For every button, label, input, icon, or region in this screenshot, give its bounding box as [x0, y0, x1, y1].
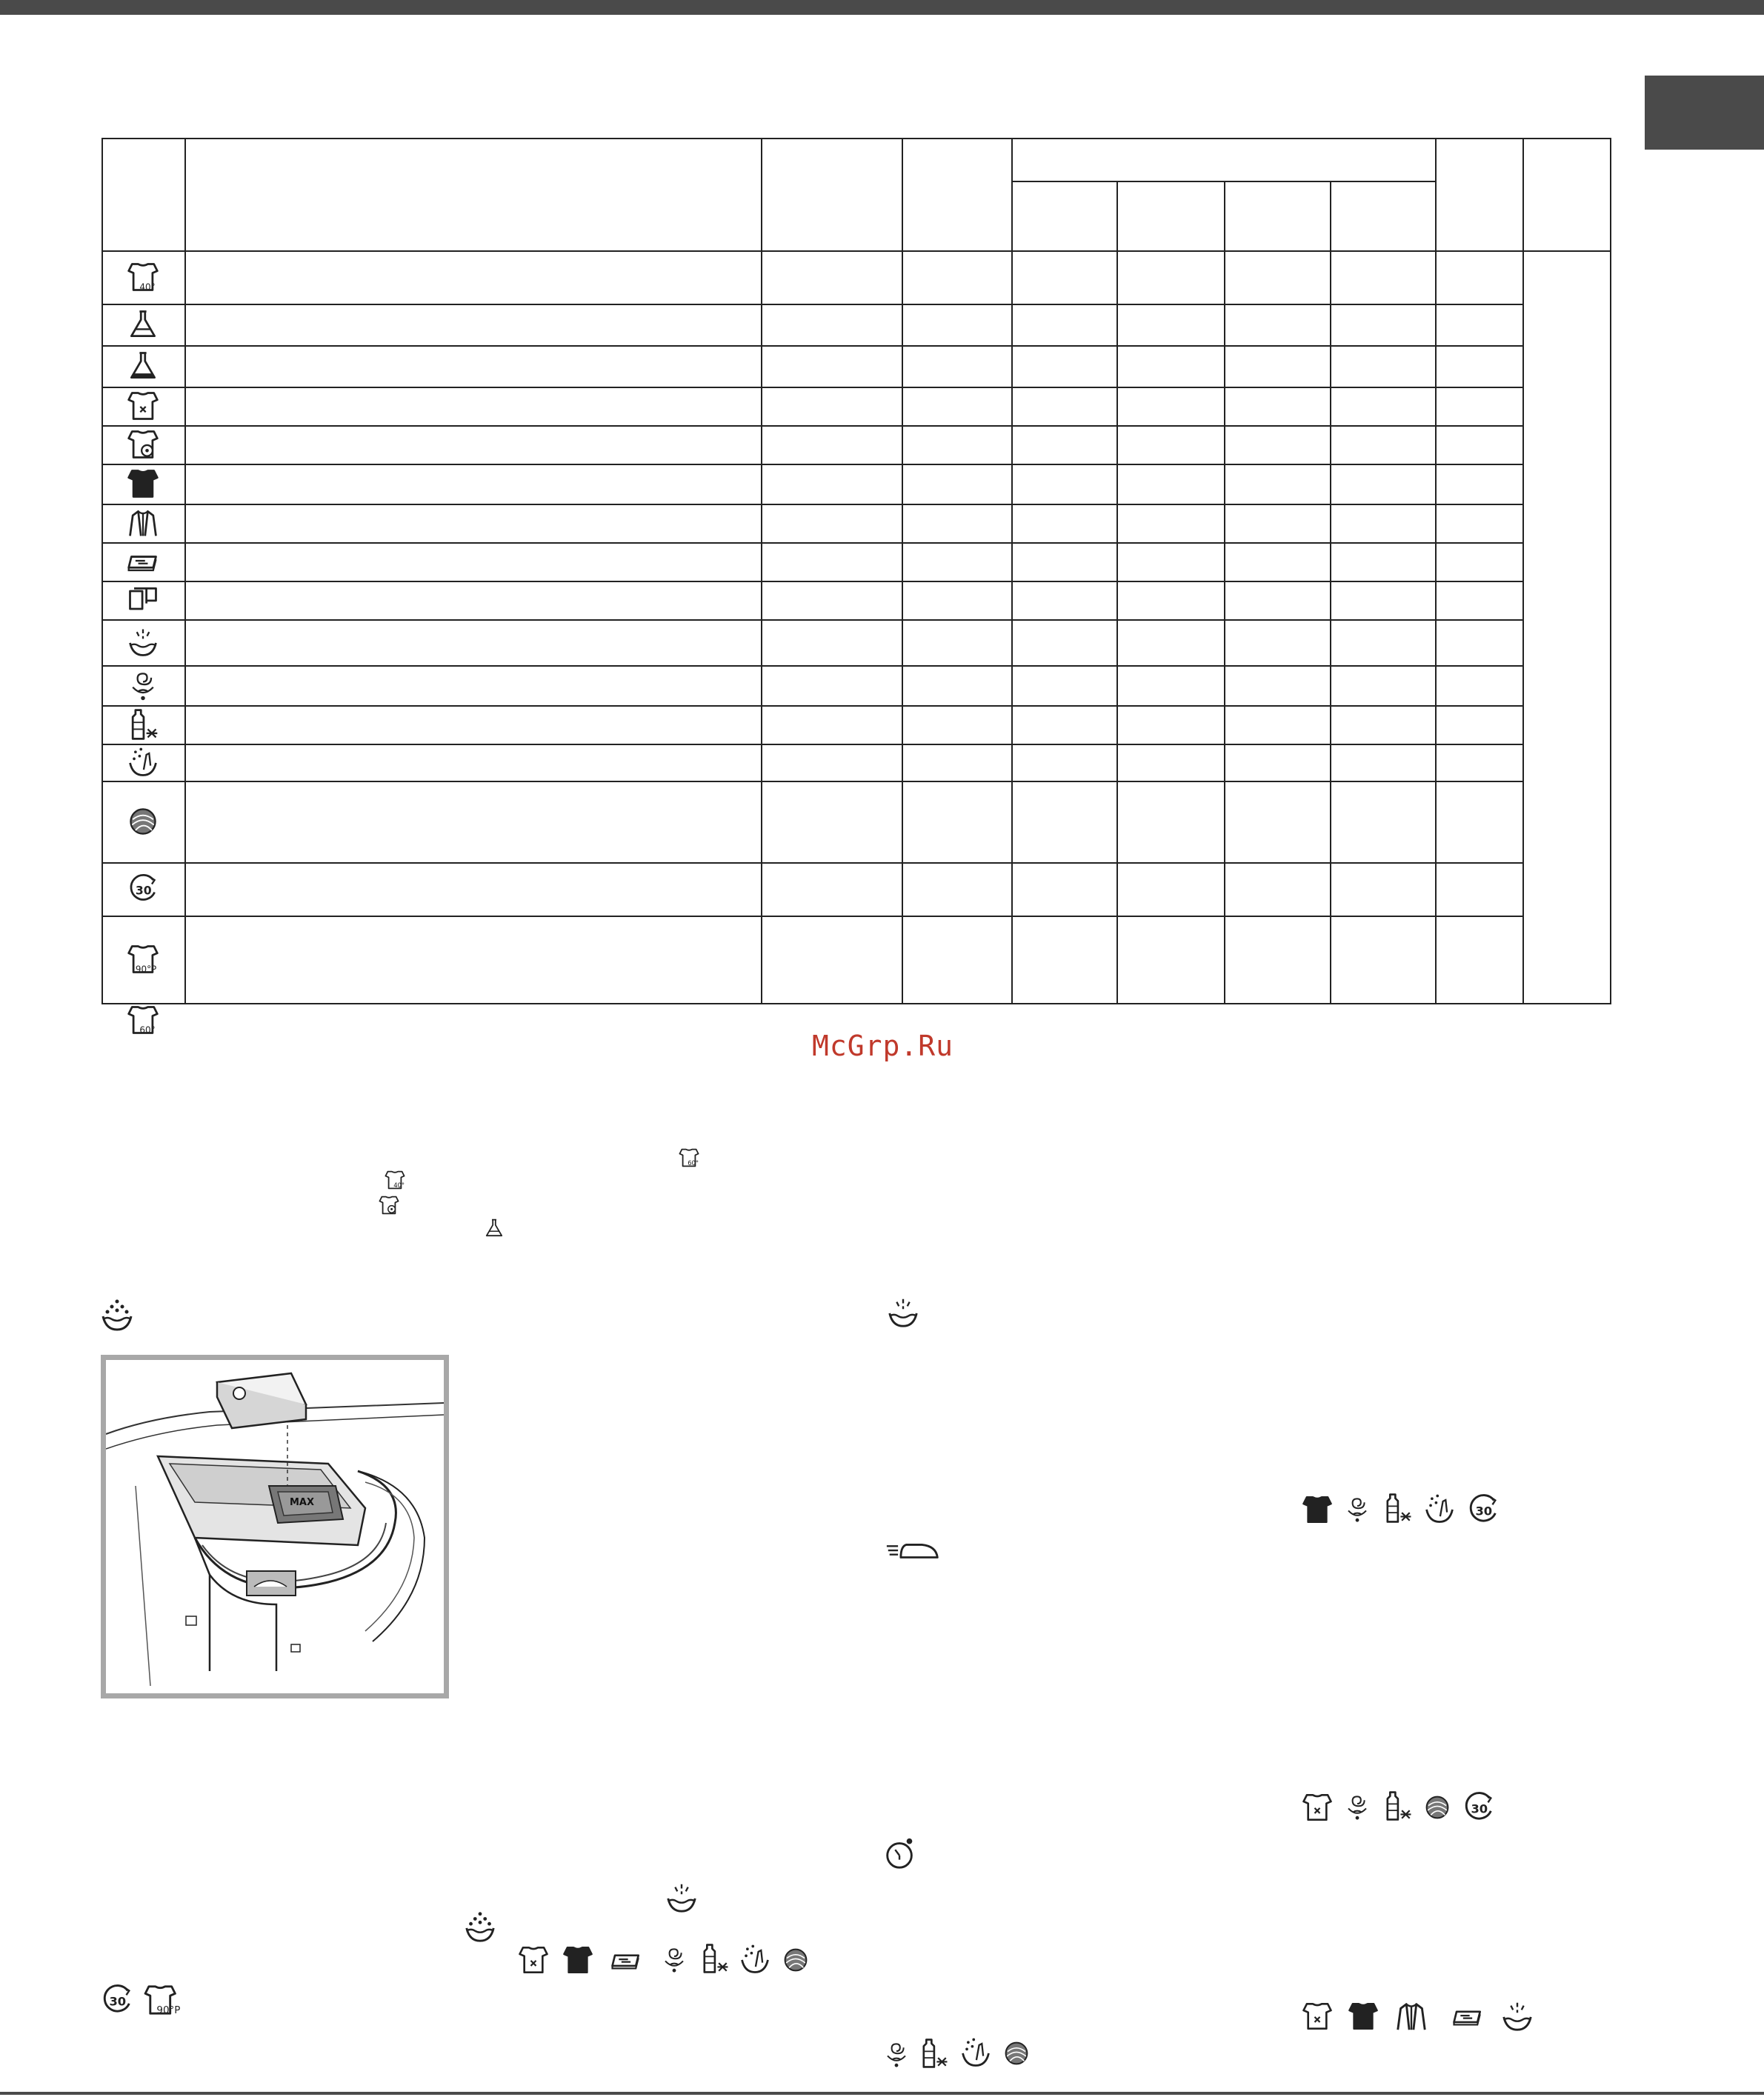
svg-text:60°: 60°	[139, 1024, 156, 1036]
table-rule	[101, 665, 1524, 667]
section-tab	[1645, 76, 1764, 150]
basin-drops-icon	[1500, 1998, 1535, 2034]
table-rule	[101, 387, 1524, 388]
table-rule	[1224, 181, 1225, 1004]
wool-icon	[101, 781, 184, 862]
basin-drops-icon	[664, 1880, 699, 1916]
towels-icon	[101, 581, 184, 619]
wool-icon	[1422, 1793, 1452, 1822]
watermark: McGrp.Ru	[812, 1030, 954, 1062]
shirts-hanger-icon	[1393, 1998, 1430, 2034]
spiral-icon	[101, 665, 184, 705]
shirt-cross-icon	[1301, 2000, 1334, 2033]
max-30-icon	[101, 862, 184, 916]
table-rule	[101, 744, 1524, 745]
svg-text:30: 30	[109, 1994, 127, 2009]
spiral-icon	[882, 2036, 911, 2073]
shirt-90p-icon	[142, 1982, 187, 2018]
max-30-icon	[1465, 1492, 1501, 1527]
table-rule	[1435, 138, 1437, 1004]
table-rule	[101, 504, 1524, 505]
table-rule	[761, 138, 762, 1004]
table-rule	[101, 1003, 1611, 1004]
iron-icon	[885, 1536, 942, 1564]
table-rule	[101, 781, 1524, 782]
table-rule	[184, 138, 186, 1004]
table-rule	[1330, 181, 1331, 1004]
svg-text:40°: 40°	[139, 281, 156, 293]
hand-wash-icon	[738, 1942, 772, 1976]
shirt-dark-icon	[562, 1944, 594, 1976]
table-rule	[1522, 138, 1524, 1004]
flask-icon	[101, 304, 184, 345]
detergent-icon	[462, 1910, 498, 1945]
wool-icon	[1002, 2038, 1031, 2068]
linen-icon	[1448, 2000, 1488, 2033]
table-rule	[101, 862, 1524, 864]
basin-drops-icon	[101, 619, 184, 665]
table-rule	[101, 542, 1524, 544]
shirt-cross-icon	[517, 1944, 550, 1976]
bottom-rule	[0, 2092, 1764, 2095]
svg-text:30: 30	[1471, 1801, 1488, 1816]
svg-text:30: 30	[135, 883, 152, 898]
shirt-dark-icon	[1301, 1493, 1334, 1526]
shirt-cross-icon	[1301, 1791, 1334, 1824]
table-rule	[101, 138, 1611, 139]
baby-bottle-icon	[1381, 1490, 1414, 1526]
basin-drops-icon	[885, 1295, 921, 1330]
spiral-icon	[1342, 1490, 1372, 1527]
flask-filled-icon	[101, 345, 184, 387]
hand-wash-icon	[959, 2036, 993, 2070]
svg-text:40°: 40°	[393, 1181, 405, 1190]
table-rule	[101, 619, 1524, 621]
shirt-dark-icon	[101, 464, 184, 504]
linen-icon	[606, 1944, 646, 1976]
shirt-dark-icon	[1347, 2000, 1379, 2033]
table-rule	[101, 464, 1524, 465]
table-rule	[101, 304, 1524, 305]
table-rule	[101, 345, 1524, 347]
svg-text:MAX: MAX	[290, 1497, 315, 1508]
detergent-drawer-illustration	[101, 1355, 449, 1698]
hand-wash-icon	[101, 744, 184, 781]
detergent-icon	[99, 1297, 136, 1334]
timer-icon	[882, 1836, 918, 1871]
svg-text:30: 30	[1475, 1504, 1493, 1518]
shirts-hanger-icon	[101, 504, 184, 542]
baby-bottle-icon	[698, 1941, 730, 1976]
table-rule	[1011, 138, 1013, 1004]
baby-bottle-icon	[917, 2036, 950, 2071]
shirt-cross-icon	[101, 387, 184, 425]
baby-bottle-icon	[101, 705, 184, 744]
table-rule	[101, 425, 1524, 427]
table-rule	[1610, 138, 1611, 1004]
shirt-90p-icon	[101, 916, 184, 1003]
flask-icon	[483, 1217, 505, 1239]
top-bar	[0, 0, 1764, 15]
shirt-stain-icon	[101, 425, 184, 464]
hand-wash-icon	[1422, 1492, 1457, 1526]
wool-icon	[781, 1945, 811, 1975]
svg-text:90°P: 90°P	[135, 964, 157, 975]
shirt-40-icon	[384, 1169, 406, 1191]
shirt-stain-icon	[378, 1194, 400, 1216]
table-rule	[902, 138, 903, 1004]
max-30-icon	[1461, 1790, 1497, 1825]
shirt-60-icon	[678, 1147, 700, 1169]
table-rule	[1116, 181, 1118, 1004]
spiral-icon	[659, 1941, 689, 1978]
table-rule	[101, 250, 1611, 252]
max-30-icon	[99, 1982, 135, 2018]
programme-table	[101, 138, 1611, 1036]
shirt-60-icon	[101, 1003, 184, 1037]
shirt-40-icon	[101, 250, 184, 304]
svg-text:60°: 60°	[688, 1159, 699, 1167]
table-rule	[1011, 181, 1435, 182]
baby-bottle-icon	[1381, 1788, 1414, 1824]
table-rule	[101, 916, 1524, 917]
spiral-icon	[1342, 1788, 1372, 1825]
linen-icon	[101, 542, 184, 581]
table-rule	[101, 705, 1524, 707]
table-rule	[101, 581, 1524, 582]
svg-text:90°P: 90°P	[156, 2005, 181, 2017]
